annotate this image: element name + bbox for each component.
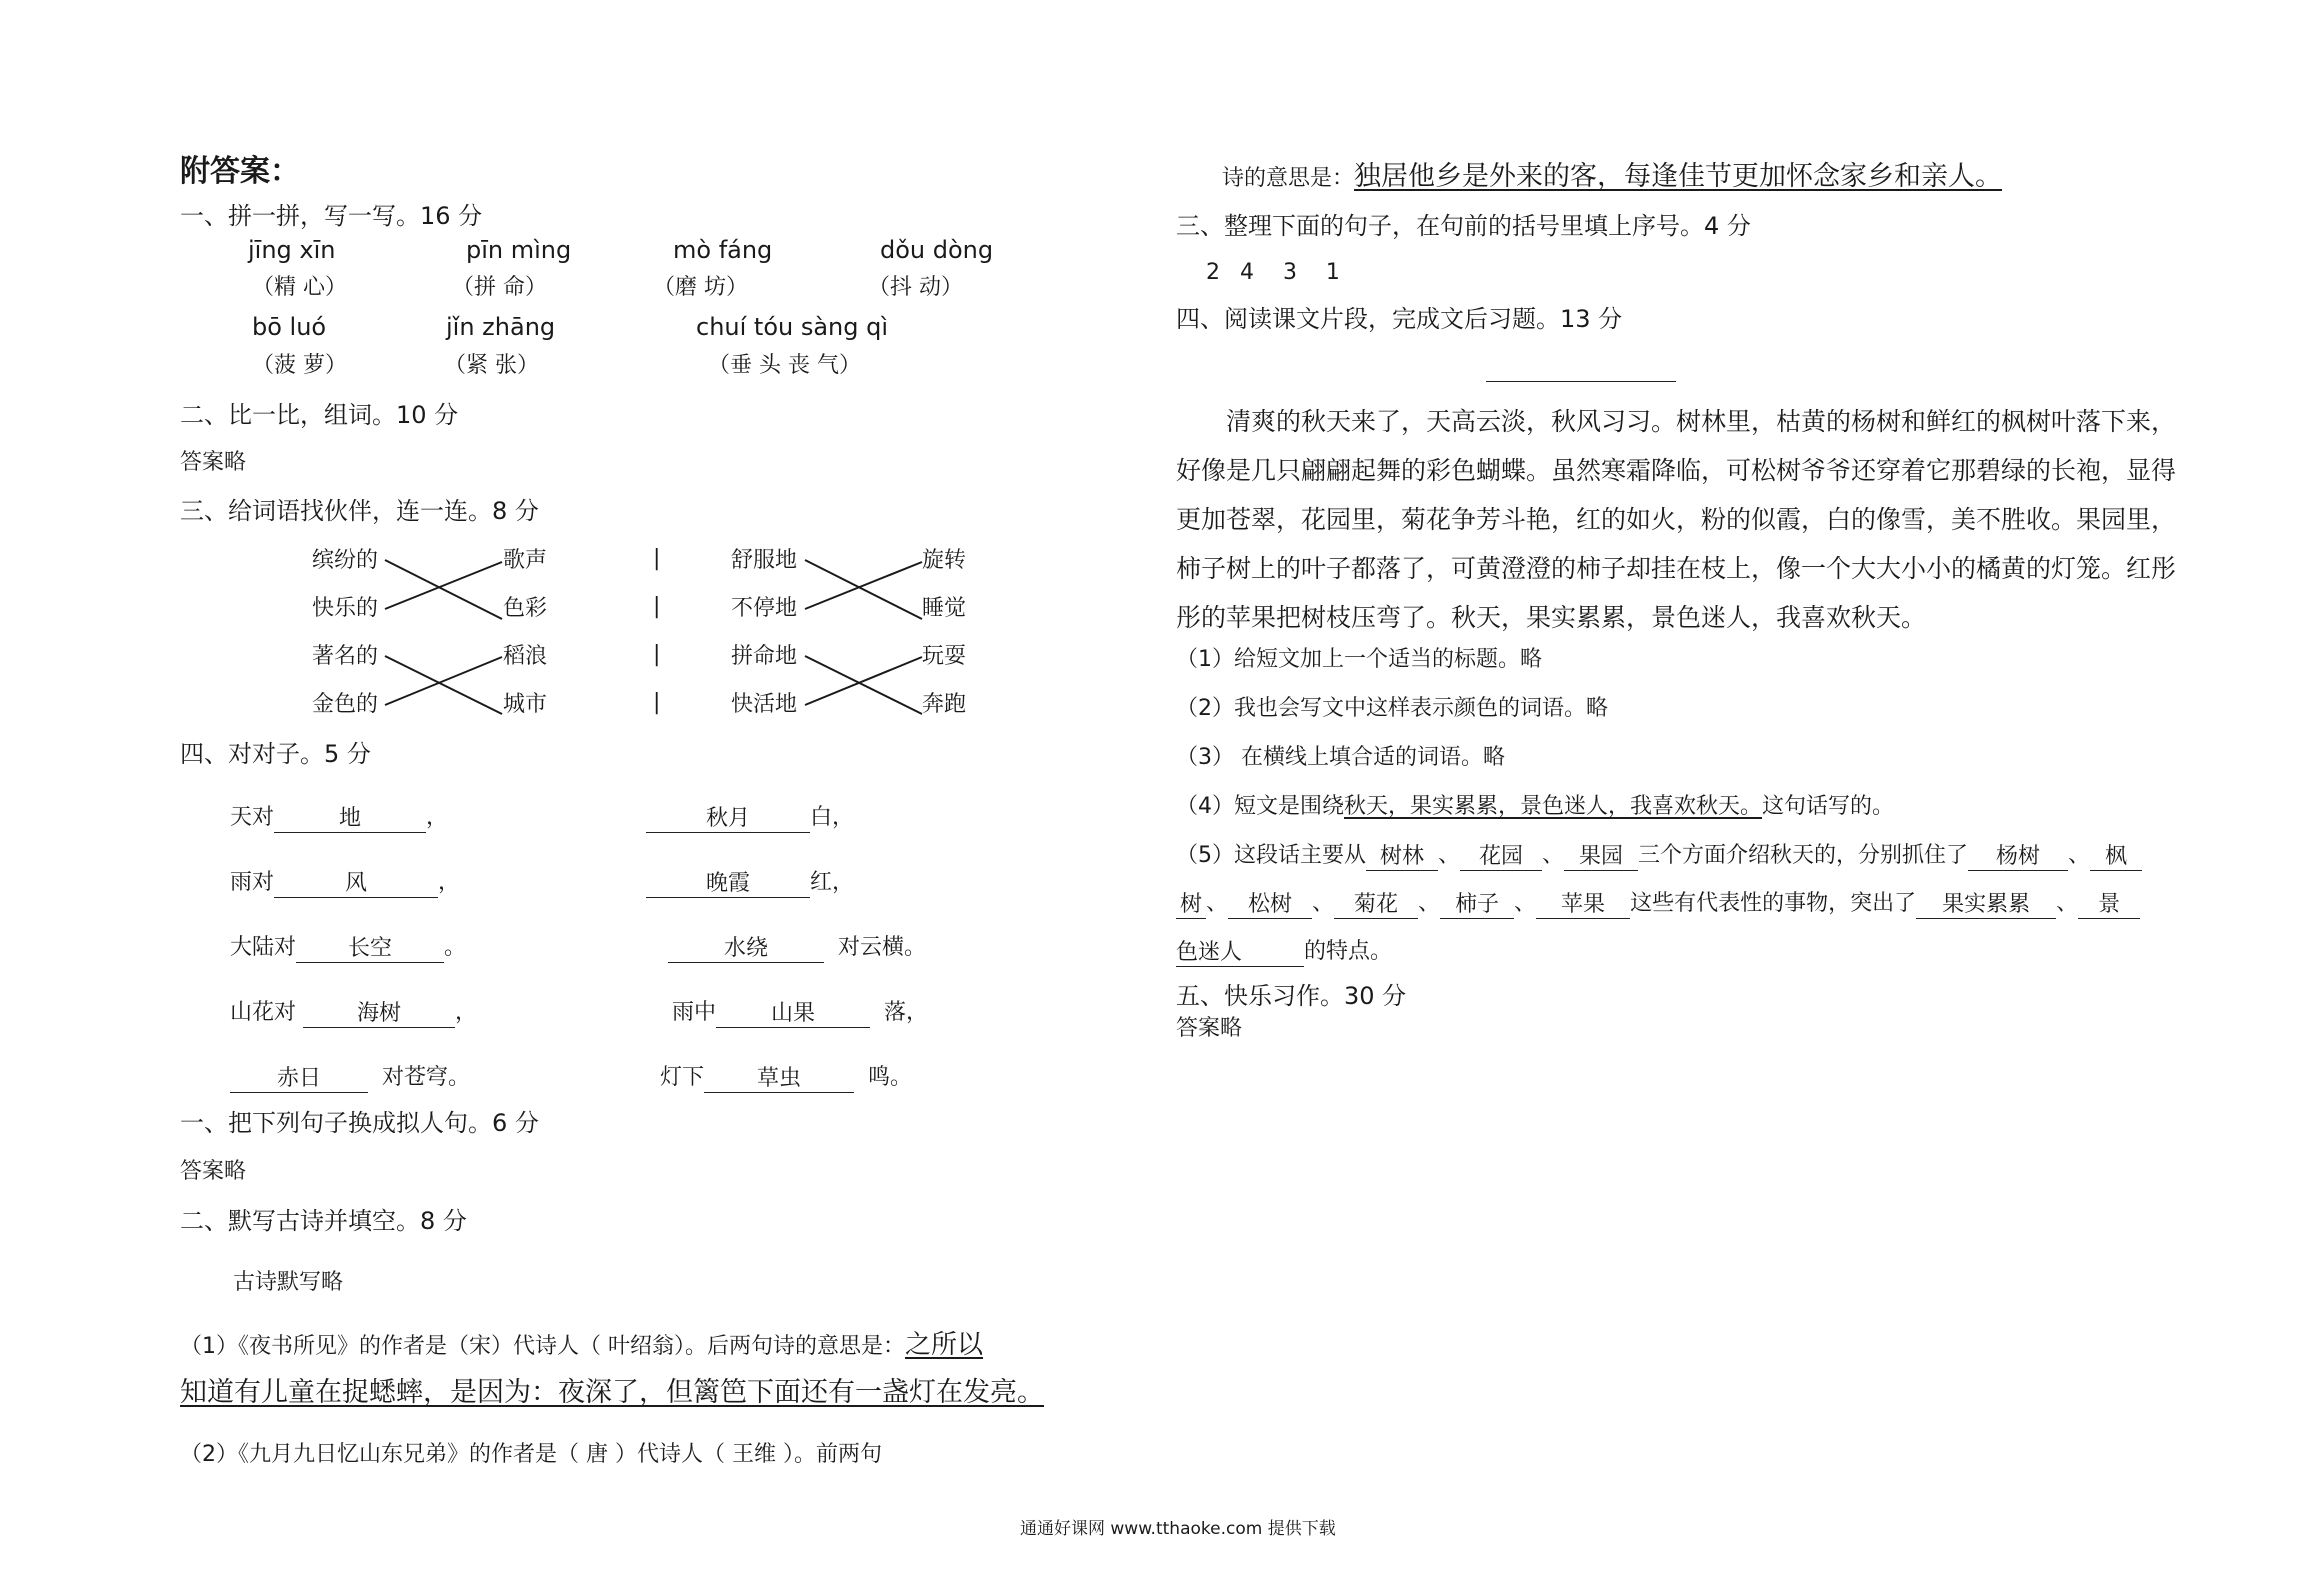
pinyin-3: mò fáng <box>673 236 773 264</box>
poem-question-2: （2）《九月九日忆山东兄弟》的作者是（ 唐 ）代诗人（ 王维 ）。前两句 <box>180 1442 882 1467</box>
footer-credit: 通通好课网 www.tthaoke.com 提供下载 <box>1020 1519 1336 1539</box>
couplet-answer: 草虫 <box>704 1064 854 1093</box>
match-right-target: 奔跑 <box>922 692 967 717</box>
match-left-word: 金色的 <box>312 692 379 717</box>
couplet-answer: 海树 <box>303 999 455 1028</box>
couplet-answer: 水绕 <box>668 934 824 963</box>
right-section4-heading: 四、阅读课文片段，完成文后习题。13 分 <box>1176 305 1623 333</box>
pinyin-1: jīng xīn <box>248 236 336 264</box>
chars-2: （拼 命） <box>452 275 547 300</box>
pinyin-7: chuí tóu sàng qì <box>696 313 889 341</box>
q4-answer: 秋天，果实累累，景色迷人，我喜欢秋天。 <box>1344 794 1763 819</box>
pinyin-5: bō luó <box>252 313 327 341</box>
couplet-answer: 晚霞 <box>646 869 810 898</box>
section1-heading: 一、拼一拼，写一写。16 分 <box>180 202 483 230</box>
poem-answer: 之所以 <box>905 1330 984 1360</box>
title-blank <box>1486 381 1676 382</box>
section3-heading: 三、给词语找伙伴，连一连。8 分 <box>180 497 539 525</box>
couplet-line: 雨对 风 ， <box>230 870 461 896</box>
match-left-word: 缤纷的 <box>312 548 379 573</box>
separator: | <box>653 594 661 619</box>
page-title: 附答案： <box>180 154 300 189</box>
order-answer: 2 4 3 1 <box>1206 260 1342 285</box>
couplet-answer: 山果 <box>716 999 870 1028</box>
couplet-line: 赤日 对苍穹。 <box>230 1063 470 1093</box>
chars-4: （抖 动） <box>868 275 963 300</box>
match-left-target: 色彩 <box>503 596 548 621</box>
match-left-word: 著名的 <box>312 644 379 669</box>
section4-heading: 四、对对子。5 分 <box>180 740 371 768</box>
match-left-target: 歌声 <box>503 548 548 573</box>
poem-meaning-line: 诗的意思是：独居他乡是外来的客，每逢佳节更加怀念家乡和亲人。 <box>1222 161 2003 192</box>
couplet-answer: 风 <box>274 869 438 898</box>
chars-6: （紧 张） <box>444 353 539 378</box>
match-right-word: 舒服地 <box>731 548 798 573</box>
poem-note: 古诗默写略 <box>233 1270 344 1295</box>
poem-meaning-answer: 独居他乡是外来的客，每逢佳节更加怀念家乡和亲人。 <box>1354 161 2003 192</box>
section5-heading: 一、把下列句子换成拟人句。6 分 <box>180 1109 539 1137</box>
match-left-word: 快乐的 <box>312 596 379 621</box>
couplet-line: 大陆对 长空 。 <box>230 935 467 961</box>
right-section5-answer: 答案略 <box>1176 1016 1243 1041</box>
match-left-target: 城市 <box>503 692 548 717</box>
couplet-line: 山花对 海树 ， <box>230 1000 478 1026</box>
couplet-answer: 秋月 <box>646 804 810 833</box>
reading-question-4: （4）短文是围绕秋天，果实累累，景色迷人，我喜欢秋天。这句话写的。 <box>1176 794 1895 819</box>
pinyin-4: dǒu dòng <box>880 236 994 264</box>
match-right-word: 不停地 <box>731 596 798 621</box>
match-right-word: 快活地 <box>731 692 798 717</box>
chars-1: （精 心） <box>252 275 347 300</box>
couplet-line: 晚霞 红， <box>646 868 854 898</box>
couplet-answer: 地 <box>274 804 426 833</box>
couplet-line: 雨中 山果 落， <box>672 1000 929 1026</box>
couplet-line: 秋月 白， <box>646 803 854 833</box>
match-right-target: 玩耍 <box>922 644 967 669</box>
right-section5-heading: 五、快乐习作。30 分 <box>1176 982 1407 1010</box>
section2-answer: 答案略 <box>180 450 247 475</box>
chars-3: （磨 坊） <box>653 275 748 300</box>
couplet-answer: 赤日 <box>230 1064 368 1093</box>
section2-heading: 二、比一比，组词。10 分 <box>180 401 459 429</box>
separator: | <box>653 690 661 715</box>
section6-heading: 二、默写古诗并填空。8 分 <box>180 1207 467 1235</box>
reading-question-3: （3） 在横线上填合适的词语。略 <box>1176 745 1505 770</box>
reading-question-1: （1）给短文加上一个适当的标题。略 <box>1176 647 1542 672</box>
couplet-line: 灯下 草虫 鸣。 <box>660 1065 913 1091</box>
couplet-line: 水绕 对云横。 <box>668 933 926 963</box>
reading-paragraph: 清爽的秋天来了，天高云淡，秋风习习。树林里，枯黄的杨树和鲜红的枫树叶落下来，好像是几只翩翩起舞的彩色蝴蝶。虽然寒霜降临，可松树爷爷还穿着它那碧绿的长袍，显得更加苍翠，花园里，菊花争芳斗艳，红的如火，粉的似霞，白的像雪，美不胜收。果园里，柿子树上的叶子都落了，可黄澄澄的柿子却挂在枝上，像一个大大小小的橘黄的灯笼。红彤彤的苹果把树枝压弯了。秋天，果实累累，景色迷人，我喜欢秋天。 <box>1176 407 2177 632</box>
chars-5: （菠 萝） <box>252 353 347 378</box>
match-right-target: 睡觉 <box>922 596 967 621</box>
match-right-target: 旋转 <box>922 548 967 573</box>
separator: | <box>653 642 661 667</box>
chars-7: （垂 头 丧 气） <box>708 353 861 378</box>
reading-question-5-line1: （5）这段话主要从 树林 、 花园 、 果园 三个方面介绍秋天的，分别抓住了 杨树 、 枫 <box>1176 841 2142 871</box>
match-right-word: 拼命地 <box>731 644 798 669</box>
poem-answer: 知道有儿童在捉蟋蟀，是因为：夜深了，但篱笆下面还有一盏灯在发亮。 <box>180 1377 1044 1408</box>
couplet-line: 天对 地 ， <box>230 805 449 831</box>
match-left-target: 稻浪 <box>503 644 548 669</box>
pinyin-6: jǐn zhāng <box>446 313 556 341</box>
separator: | <box>653 546 661 571</box>
pinyin-2: pīn mìng <box>466 236 572 264</box>
section5-answer: 答案略 <box>180 1159 247 1184</box>
reading-question-5-line2: 树 、 松树 、 菊花 、 柿子 、 苹果 这些有代表性的事物，突出了 果实累累 、 景 <box>1176 889 2140 919</box>
reading-question-5-line3: 色迷人 的特点。 <box>1176 939 1393 965</box>
couplet-answer: 长空 <box>296 934 444 963</box>
poem-question-1: （1）《夜书所见》的作者是（宋）代诗人（ 叶绍翁）。后两句诗的意思是：之所以 <box>180 1330 984 1360</box>
right-section3-heading: 三、整理下面的句子，在句前的括号里填上序号。4 分 <box>1176 212 1751 240</box>
reading-question-2: （2）我也会写文中这样表示颜色的词语。略 <box>1176 696 1608 721</box>
